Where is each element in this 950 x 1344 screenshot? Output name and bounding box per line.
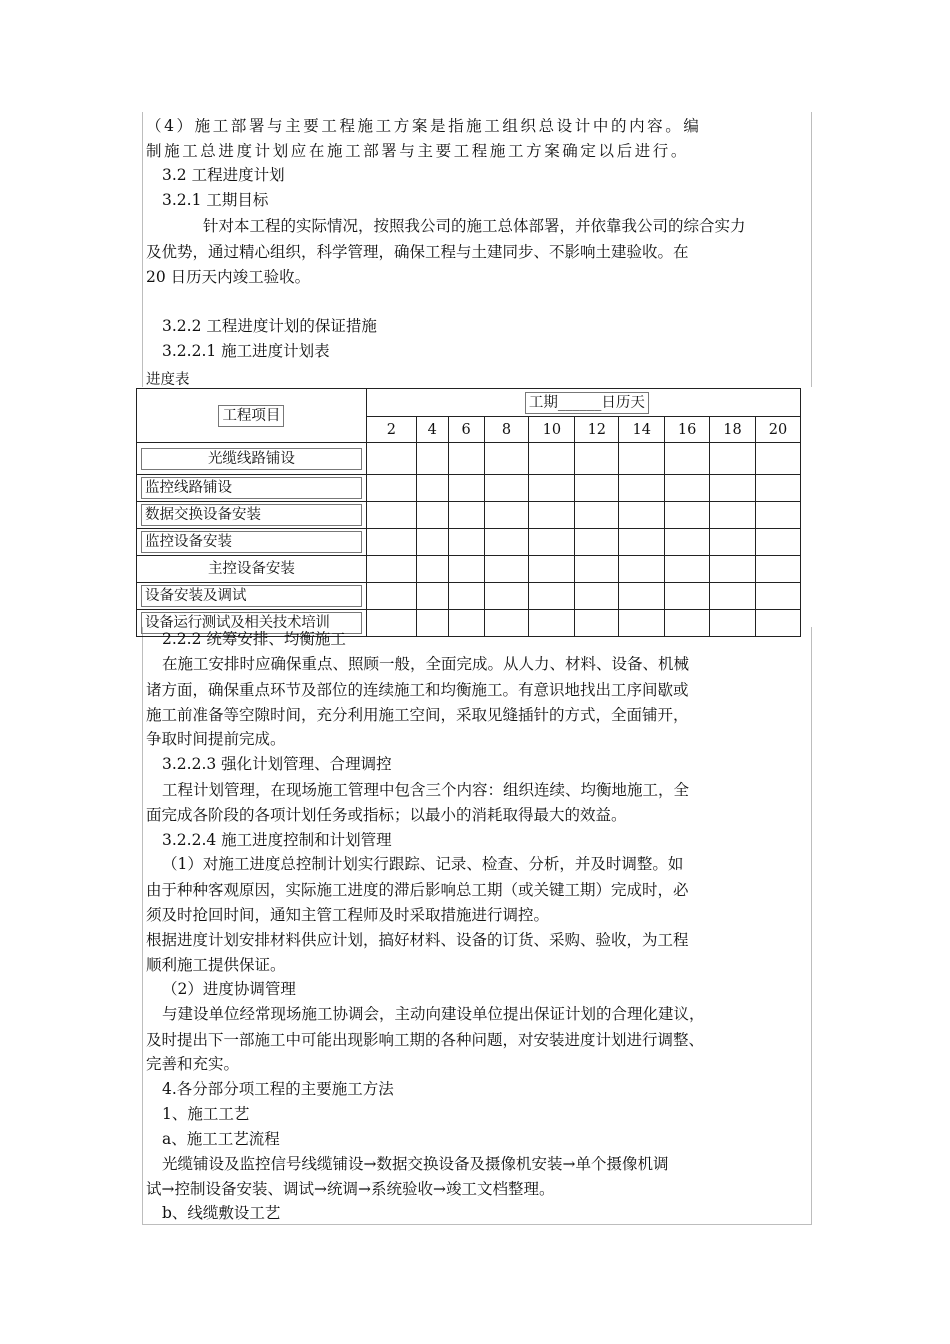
paragraph-line: 20 日历天内竣工验收。 bbox=[146, 268, 311, 286]
section-heading: 2.2.2 统筹安排、均衡施工 bbox=[162, 630, 346, 648]
paragraph-line: 争取时间提前完成。 bbox=[146, 730, 286, 748]
day-cell: 8 bbox=[484, 417, 529, 443]
paragraph-line: （4）施工部署与主要工程施工方案是指施工组织总设计中的内容。编 bbox=[146, 117, 702, 135]
paragraph-line: 及时提出下一部施工中可能出现影响工期的各种问题，对安装进度计划进行调整、 bbox=[146, 1031, 705, 1049]
item-header-cell bbox=[137, 389, 367, 443]
paragraph-line: 顺利施工提供保证。 bbox=[146, 956, 286, 974]
table-row bbox=[137, 556, 801, 583]
table-row bbox=[137, 583, 801, 610]
day-cell: 14 bbox=[619, 417, 665, 443]
table-row bbox=[137, 502, 801, 529]
section-heading: （2）进度协调管理 bbox=[162, 980, 296, 998]
paragraph-line: 施工前准备等空隙时间，充分利用施工空间，采取见缝插针的方式，全面铺开， bbox=[146, 706, 689, 724]
day-cell: 12 bbox=[575, 417, 619, 443]
day-cell: 2 bbox=[366, 417, 416, 443]
paragraph-line: 制施工总进度计划应在施工部署与主要工程施工方案确定以后进行。 bbox=[146, 142, 690, 160]
item-label: 设备运行测试及相关技术培训 bbox=[141, 612, 362, 634]
paragraph-line: 须及时抢回时间，通知主管工程师及时采取措施进行调控。 bbox=[146, 906, 550, 924]
paragraph-line: 光缆铺设及监控信号线缆铺设→数据交换设备及摄像机安装→单个摄像机调 bbox=[162, 1155, 669, 1173]
paragraph-line: 与建设单位经常现场施工协调会，主动向建设单位提出保证计划的合理化建议， bbox=[162, 1005, 705, 1023]
item-label: 数据交换设备安装 bbox=[141, 504, 362, 526]
table-caption: 进度表 bbox=[146, 372, 190, 388]
day-cell: 6 bbox=[448, 417, 484, 443]
paragraph-line: 在施工安排时应确保重点、照顾一般，全面完成。从人力、材料、设备、机械 bbox=[162, 655, 690, 673]
day-cell: 10 bbox=[529, 417, 575, 443]
paragraph-line: 根据进度计划安排材料供应计划，搞好材料、设备的订货、采购、验收，为工程 bbox=[146, 931, 689, 949]
section-heading: b、线缆敷设工艺 bbox=[162, 1204, 281, 1222]
section-heading: a、施工工艺流程 bbox=[162, 1130, 280, 1148]
item-label: 主控设备安装 bbox=[207, 561, 295, 577]
paragraph-line: 试→控制设备安装、调试→统调→系统验收→竣工文档整理。 bbox=[146, 1180, 555, 1198]
day-cell: 16 bbox=[665, 417, 710, 443]
paragraph-line: 完善和充实。 bbox=[146, 1055, 240, 1073]
section-heading: 4.各分部分项工程的主要施工方法 bbox=[162, 1080, 394, 1098]
section-heading: 3.2.2.1 施工进度计划表 bbox=[162, 342, 330, 360]
progress-table bbox=[136, 388, 801, 637]
day-cell: 20 bbox=[755, 417, 800, 443]
section-heading: 3.2.2.3 强化计划管理、合理调控 bbox=[162, 755, 392, 773]
table-row bbox=[137, 475, 801, 502]
section-heading: 3.2.2.4 施工进度控制和计划管理 bbox=[162, 831, 392, 849]
paragraph-line: 由于种种客观原因，实际施工进度的滞后影响总工期（或关键工期）完成时，必 bbox=[146, 881, 689, 899]
item-label: 设备安装及调试 bbox=[141, 585, 362, 607]
item-label: 监控设备安装 bbox=[141, 531, 362, 553]
day-cell: 4 bbox=[416, 417, 448, 443]
period-header: 工期______日历天 bbox=[525, 392, 649, 414]
paragraph-line: 及优势，通过精心组织，科学管理，确保工程与土建同步、不影响土建验收。在 bbox=[146, 243, 689, 261]
item-header: 工程项目 bbox=[218, 405, 284, 427]
paragraph-line: 工程计划管理，在现场施工管理中包含三个内容：组织连续、均衡地施工，全 bbox=[162, 781, 690, 799]
table-row bbox=[137, 529, 801, 556]
day-cell: 18 bbox=[710, 417, 756, 443]
section-heading: 3.2.1 工期目标 bbox=[162, 191, 269, 209]
item-label: 监控线路铺设 bbox=[141, 477, 362, 499]
paragraph-line: （1）对施工进度总控制计划实行跟踪、记录、检查、分析，并及时调整。如 bbox=[162, 855, 684, 873]
section-heading: 3.2 工程进度计划 bbox=[162, 166, 285, 184]
section-heading: 3.2.2 工程进度计划的保证措施 bbox=[162, 317, 377, 335]
section-heading: 1、施工工艺 bbox=[162, 1105, 250, 1123]
table-row bbox=[137, 443, 801, 475]
paragraph-line: 针对本工程的实际情况，按照我公司的施工总体部署，并依靠我公司的综合实力 bbox=[203, 217, 746, 235]
period-header-cell bbox=[366, 389, 800, 417]
item-label: 光缆线路铺设 bbox=[141, 448, 362, 470]
paragraph-line: 面完成各阶段的各项计划任务或指标；以最小的消耗取得最大的效益。 bbox=[146, 806, 627, 824]
paragraph-line: 诸方面，确保重点环节及部位的连续施工和均衡施工。有意识地找出工序间歇或 bbox=[146, 681, 689, 699]
